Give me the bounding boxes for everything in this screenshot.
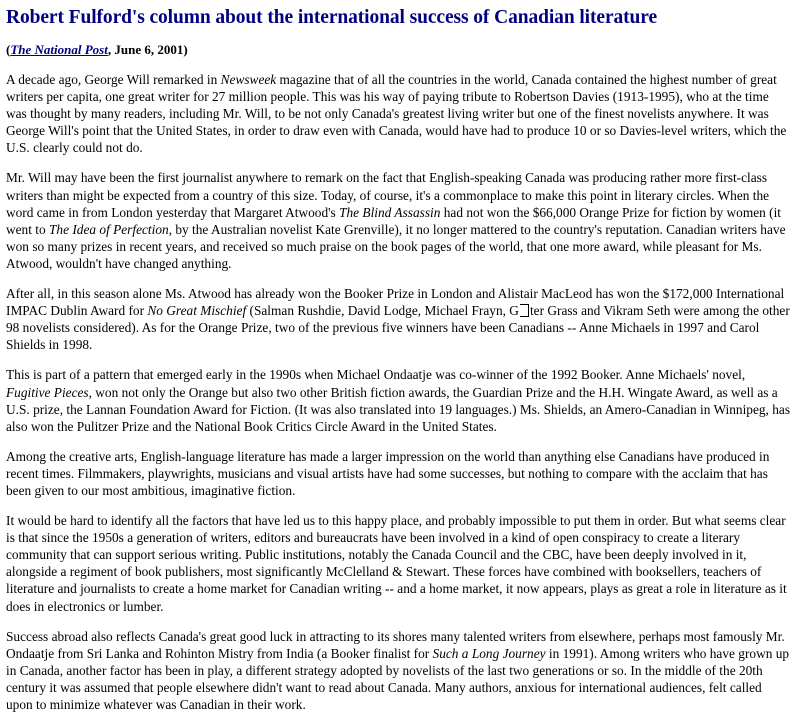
missing-glyph-box <box>520 304 529 317</box>
book-title: The Blind Assassin <box>339 204 441 220</box>
paragraph-2 <box>6 169 790 272</box>
source-open-paren: ( <box>6 42 11 57</box>
book-title: No Great Mischief <box>147 303 247 319</box>
text: This is part of a pattern that emerged early in the 1990s when Michael Ondaatje was co-winner of the 1992 Booker. Anne Michaels' novel, <box>6 367 746 383</box>
paragraph-7 <box>6 628 790 713</box>
page-title: Robert Fulford's column about the international success of Canadian literature <box>6 7 658 28</box>
book-title: Such a Long Journey <box>432 645 546 661</box>
text: had not won the $66,000 Orange Prize for fiction by women (it went to <box>6 204 781 237</box>
article <box>6 7 790 713</box>
text: A decade ago, George Will remarked in <box>6 72 221 87</box>
text: After all, in this season alone Ms. Atwood has already won the Booker Prize in London and Alistair MacLeod has won the $172,000 International IMPAC Dublin Award for <box>6 286 785 319</box>
paragraph-6 <box>6 512 790 615</box>
paragraph-4 <box>6 366 790 434</box>
text: Success abroad also reflects Canada's great good luck in attracting to its shores many talented writers from elsewhere, perhaps most famously Mr. Ondaatje from Sri Lanka and Rohinton Mistry from India (a Booker finalist for <box>6 628 785 661</box>
magazine-title: Newsweek <box>220 72 277 87</box>
text: magazine that of all the countries in the world, Canada contained the highest number of great writers per capita, one great writer for 27 million people. This was his way of paying tribute to Robertson Davies (1913-1995), who at the time was thought by many readers, including Mr. Will, to be not only Canada's greatest living writer but one of the finest novelists anywhere. It was George Will's point that the United States, in order to draw even with Canada, would have had to produce 10 or so Davies-level writers, which the U.S. clearly could not do. <box>6 72 787 156</box>
text: (Salman Rushdie, David Lodge, Michael Frayn, G <box>246 303 519 319</box>
paragraph-3 <box>6 285 790 353</box>
source-line <box>6 41 790 58</box>
source-date: , June 6, 2001) <box>107 42 188 57</box>
text: Among the creative arts, English-language literature has made a larger impression on the world than anything else Canadians have produced in recent times. Filmmakers, playwrights, musicians and visual artists have had some successes, but nothing to compare with the acclaim that has been given to our most ambitious, imaginative fiction. <box>6 448 770 498</box>
book-title: The Idea of Perfection <box>49 221 169 237</box>
paragraph-5 <box>6 448 790 499</box>
text: , by the Australian novelist Kate Grenville), it no longer mattered to the country's reputation. Canadian writers have won so many prizes in recent years, and received so much praise on the book pages of the world, that one more award, while pleasant for Ms. Atwood, wouldn't have changed anything. <box>6 221 786 271</box>
book-title: Fugitive Pieces <box>6 384 89 400</box>
text: It would be hard to identify all the factors that have led us to this happy place, and probably impossible to put them in order. But what seems clear is that since the 1950s a generation of writers, editors and bureaucrats have been involved in a kind of open conspiracy to create a literary community that can support serious writing. Public institutions, notably the Canada Council and the CBC, have been deeply involved in it, alongside a regiment of book publishers, most significantly McClelland & Stewart. These forces have combined with booksellers, teachers of literature and journalists to create a home market for Canadian writing -- and a home market, it now appears, plays as great a role in literature as it does in electronics or lumber. <box>6 513 787 614</box>
text: ter Grass and Vikram Seth were among the other 98 novelists considered). As for the Orange Prize, two of the previous five winners have been Canadians -- Anne Michaels in 1997 and Carol Shields in 1998. <box>6 303 790 353</box>
text: in 1991). Among writers who have grown up in Canada, another factor has been in play, a different strategy adopted by novelists of the last two generations or so. In the middle of the 20th century it was assumed that people elsewhere didn't want to read about Canada. Many authors, anxious for international audiences, felt called upon to minimize whatever was Canadian in their work. <box>6 645 790 712</box>
text: Mr. Will may have been the first journalist anywhere to remark on the fact that English-speaking Canada was producing rather more first-class writers than might be expected from a country of this size. Today, of course, it's a commonplace to make this point in literary circles. When the word came in from London yesterday that Margaret Atwood's <box>6 170 770 220</box>
text: , won not only the Orange but also two other British fiction awards, the Guardian Prize and the H.H. Wingate Award, as well as a U.S. prize, the Lannan Foundation Award for Fiction. (It was also translated into 19 languages.) Ms. Shields, an Amero-Canadian in Winnipeg, has also won the Pulitzer Prize and the National Book Critics Circle Award in the United States. <box>6 384 791 434</box>
paragraph-1 <box>6 71 790 156</box>
publication-link[interactable]: The National Post <box>10 42 108 57</box>
